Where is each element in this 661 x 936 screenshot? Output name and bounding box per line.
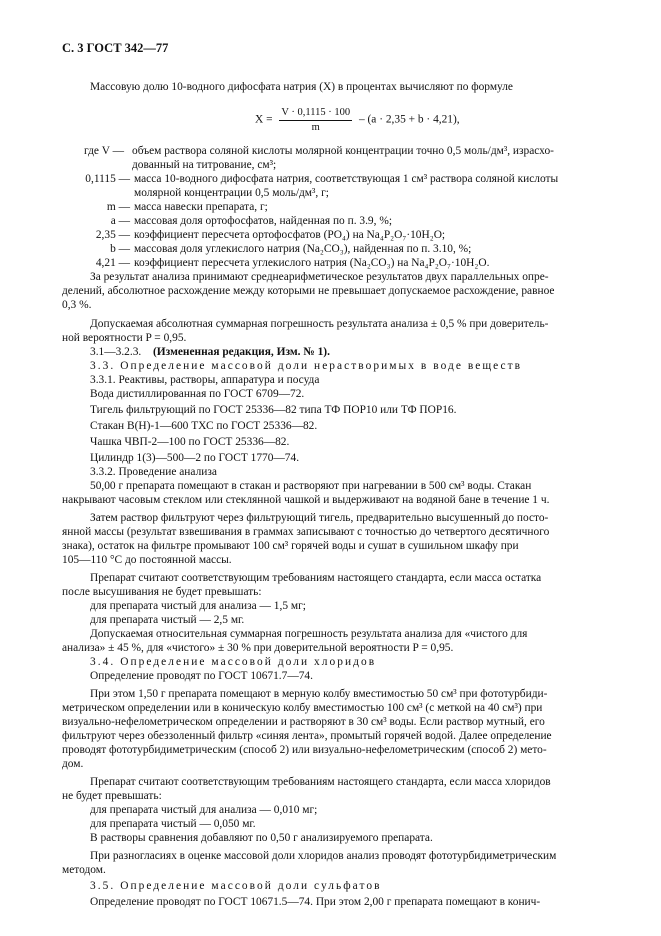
text-line: Препарат считают соответствующим требованиям настоящего стандарта, если масса остатка [90,572,542,584]
section-heading: 3.4. Определение массовой доли хлоридов [90,656,377,668]
def-sym: 2,35 — [95,229,130,241]
def-text: молярной концентрации 0,5 моль/дм³, г; [134,187,329,199]
text-line: метрическом определении или в коническую колбу вместимостью 100 см³ (с меткой на 40 см³) при [62,702,543,714]
text-line: после высушивания не будет превышать: [62,586,262,598]
text-line: ной вероятности P = 0,95. [62,332,187,344]
text-line: Препарат считают соответствующим требованиям настоящего стандарта, если масса хлоридов [90,776,551,788]
text-line: 3.1—3.2.3. [90,346,142,358]
text-line: знака), остаток на фильтре промывают 100 см³ горячей воды и сушат в сушильном шкафу при [62,540,519,552]
text-line: для препарата чистый для анализа — 0,010 мг; [90,804,318,816]
section-heading: 3.3. Определение массовой доли нерастворимых в воде веществ [90,360,523,372]
text-line: При разногласиях в оценке массовой доли хлоридов анализ проводят фототурбидиметрическим [90,850,557,862]
def-sym: b — [110,243,130,255]
text-line: Вода дистиллированная по ГОСТ 6709—72. [90,388,305,400]
text-line: Тигель фильтрующий по ГОСТ 25336—82 типа ТФ ПОР10 или ТФ ПОР16. [90,404,457,416]
text-line: для препарата чистый — 2,5 мг. [90,614,245,626]
def-sym: 0,1115 — [85,173,130,185]
def-text: коэффициент пересчета ортофосфатов (PO₄) на Na₄P₂O₇·10H₂O; [134,229,446,241]
formula-fraction [279,106,352,134]
text-line: При этом 1,50 г препарата помещают в мерную колбу вместимостью 50 см³ при фототурбиди- [90,688,548,700]
text-line: Допускаемая абсолютная суммарная погрешность результата анализа ± 0,5 % при доверитель- [90,318,549,330]
text-line: фильтруют через обеззоленный фильтр «синяя лента», промытый горячей водой. Далее определение [62,730,552,742]
text-line: Стакан В(Н)-1—600 ТХС по ГОСТ 25336—82. [90,420,318,432]
page-header: С. 3 ГОСТ 342—77 [62,41,169,55]
text-line: визуально-нефелометрическом определении и растворяют в 30 см³ воды. Если раствор мутный, его [62,716,545,728]
section-heading: 3.5. Определение массовой доли сульфатов [90,880,382,892]
text-line: За результат анализа принимают среднеарифметическое результатов двух параллельных опре- [90,271,549,283]
text-line: Определение проводят по ГОСТ 10671.5—74. При этом 2,00 г препарата помещают в конич- [90,896,541,908]
text-line: В растворы сравнения добавляют по 0,50 г анализируемого препарата. [90,832,433,844]
text-line: 105—110 °С до постоянной массы. [62,554,232,566]
text-line: Затем раствор фильтруют через фильтрующий тигель, предварительно высушенный до посто- [90,512,549,524]
text-line: методом. [62,864,106,876]
formula-denominator: m [311,121,320,133]
text-line: 50,00 г препарата помещают в стакан и растворяют при нагревании в 500 см³ воды. Стакан [90,480,532,492]
formula [255,106,460,134]
text-line: 3.3.1. Реактивы, растворы, аппаратура и посуда [90,374,320,386]
formula-numerator: V · 0,1115 · 100 [279,106,352,121]
def-text: массовая доля углекислого натрия (Na₂CO₃), найденная по п. 3.10, %; [134,243,472,255]
text-line: Чашка ЧВП-2—100 по ГОСТ 25336—82. [90,436,290,448]
formula-lhs: X = [255,113,273,126]
text-line: янной массы (результат взвешивания в граммах записывают с точностью до четвертого десятичного [62,526,550,538]
text-line: Цилиндр 1(3)—500—2 по ГОСТ 1770—74. [90,452,300,464]
def-sym: a — [110,215,130,227]
text-line: Допускаемая относительная суммарная погрешность результата анализа для «чистого для [90,628,528,640]
text-line: для препарата чистый для анализа — 1,5 мг; [90,600,306,612]
def-text: коэффициент пересчета углекислого натрия (Na₂CO₃) на Na₄P₂O₇·10H₂O. [134,257,490,269]
text-line: делений, абсолютное расхождение между которыми не превышает допускаемое расхождение, равное [62,285,555,297]
text-line: анализа» ± 45 %, для «чистого» ± 30 % при доверительной вероятности P = 0,95. [62,642,454,654]
intro-text: Массовую долю 10-водного дифосфата натрия (X) в процентах вычисляют по формуле [90,81,513,93]
text-line: проводят фототурбидиметрическим (способ 2) или визуально-нефелометрическим (способ 2) мето- [62,744,547,756]
def-sym: где V — [84,145,125,157]
text-line: для препарата чистый — 0,050 мг. [90,818,256,830]
text-line: Определение проводят по ГОСТ 10671.7—74. [90,670,313,682]
text-line: дом. [62,758,84,770]
formula-rest: – (a · 2,35 + b · 4,21), [358,113,460,126]
def-text: масса 10-водного дифосфата натрия, соответствующая 1 см³ раствора соляной кислоты [134,173,559,185]
def-text: масса навески препарата, г; [134,201,268,213]
def-sym: m — [106,201,130,213]
text-line: 3.3.2. Проведение анализа [90,466,217,478]
def-text: массовая доля ортофосфатов, найденная по п. 3.9, %; [134,215,392,227]
text-line: накрывают часовым стеклом или стеклянной чашкой и выдерживают на водяной бане в течение 1 ч. [62,494,550,506]
def-text: объем раствора соляной кислоты молярной концентрации точно 0,5 моль/дм³, израсхо- [132,145,554,157]
text-line: не будет превышать: [62,790,162,802]
text-line: 0,3 %. [62,299,92,311]
amendment-note: (Измененная редакция, Изм. № 1). [153,346,330,358]
def-sym: 4,21 — [95,257,130,269]
def-text: дованный на титрование, см³; [132,159,277,171]
